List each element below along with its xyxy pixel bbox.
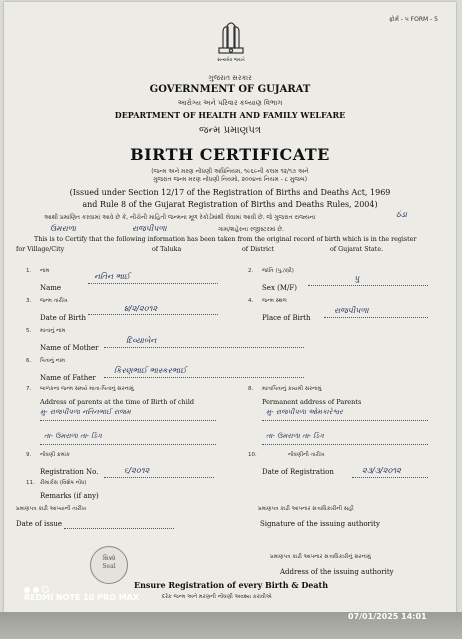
state-emblem-icon [208, 18, 254, 64]
field-no-1: 1. [26, 268, 32, 274]
authority-address-label-gujarati: પ્રમાણપત્ર કાઢી આપનાર સત્તાધિકારીનું સરનામું [270, 554, 371, 560]
dob-label-gujarati: જન્મ તારીખ [40, 298, 68, 304]
field-no-6: 6. [26, 358, 32, 364]
emblem-caption: સત્યમેવ જયતે [217, 58, 245, 63]
certify-english-district: of District [242, 246, 275, 253]
seal-label-gujarati: સિક્કો [102, 555, 116, 562]
sex-label-gujarati: જાતિ (પુ./સ્ત્રી) [262, 268, 294, 274]
addr-perm-value-1: મુ- રાજપીપળા ઓમકારેશ્વર [266, 408, 343, 416]
seal-placeholder [90, 546, 128, 584]
addr-perm-label-gujarati: માતાપિતાનું કાયમી સરનામું [262, 386, 322, 392]
field-no-10: 10. [248, 452, 257, 458]
certify-english: This is to Certify that the following information has been taken from the original record of birth which is in the register [34, 236, 417, 243]
signature-label-gujarati: પ્રમાણપત્ર કાઢી આપનાર સત્તાધિકારીની સહી [258, 506, 354, 512]
slogan-gujarati: દરેક જન્મ અને મરણની નોંધણી અવશ્ય કરાવીએ [162, 594, 272, 600]
reg-no-value: ૬/૨૦૧૨ [124, 466, 150, 475]
certify-english-state: of Gujarat State. [330, 246, 384, 253]
dob-value: ૪/૨/૨૦૧૨ [124, 304, 158, 313]
birth-certificate-page [4, 2, 456, 630]
datetime-watermark: 07/01/2025 14:01 [348, 612, 427, 621]
title-english: BIRTH CERTIFICATE [130, 145, 330, 164]
addr-birth-value-1: મુ- રાજપીપળા નતિનભાઈ રાજમ [40, 408, 131, 416]
field-no-8: 8. [248, 386, 254, 392]
reg-no-label-gujarati: નોંધણી ક્રમાંક [40, 452, 70, 458]
addr-birth-label-gujarati: બાળકના જન્મ સમયે માતા-પિતાનું સરનામું [40, 386, 134, 392]
field-no-5: 5. [26, 328, 32, 334]
title-gujarati: જન્મ પ્રમાણપત્ર [198, 125, 262, 136]
addr-birth-value-2: તા- ઉમરાળા તા- ડિંગ [44, 432, 102, 440]
sex-label: Sex (M/F) [262, 284, 297, 292]
issue-date-label: Date of issue [16, 520, 63, 528]
field-no-3: 3. [26, 298, 32, 304]
reg-date-value: ૨૩/૩/૨૦૧૨ [362, 466, 401, 475]
field-no-4: 4. [248, 298, 254, 304]
name-label-gujarati: નામ [40, 268, 50, 274]
pob-label-gujarati: જન્મ સ્થળ [262, 298, 287, 304]
reg-date-label-gujarati: નોંધણીની તારીખ [288, 452, 325, 458]
dept-name-gujarati: આરોગ્ય અને પરિવાર કલ્યાણ વિભાગ [177, 99, 283, 107]
addr-perm-value-2: તા- ઉમરાળા તા- ડિંગ [266, 432, 324, 440]
certify-gujarati: આથી પ્રમાણિત કરવામાં આવે છે કે, નીચેની માહિતી જન્મના મૂળ રેકોર્ડમાંથી લેવામાં આવી છે. જે ગુજરાત રાજ્યના [44, 214, 316, 221]
act-english-line1: (Issued under Section 12/17 of the Registration of Births and Deaths Act, 1969 [69, 188, 391, 197]
district-handwritten: રાજપીપળા [132, 224, 167, 233]
remarks-label: Remarks (if any) [40, 492, 99, 500]
gov-name-gujarati: ગુજરાત સરકાર [208, 74, 252, 82]
reg-date-label: Date of Registration [262, 468, 334, 476]
father-value: કિરણભાઈ ભાસ્કરભાઈ [114, 366, 187, 375]
certify-gujarati-tail: ગામ/શહેરના રજીસ્ટરમાં છે. [218, 226, 284, 233]
addr-birth-label: Address of parents at the time of Birth of child [40, 398, 195, 406]
field-no-11: 11. [26, 480, 35, 486]
signature-label: Signature of the issuing authority [260, 520, 380, 528]
gov-name-english: GOVERNMENT OF GUJARAT [149, 84, 311, 95]
sex-value: પુ [354, 274, 360, 283]
remarks-label-gujarati: રીમાર્કસ (વિશેષ નોંધ) [40, 480, 87, 486]
act-gujarati-line2: ગુજરાત જન્મ મરણ નોંધણી નિયમો, ૨૦૦૪ના નિયમ - ૮ મુજબ) [152, 176, 308, 183]
pob-value: રાજપીપળા [334, 306, 369, 315]
taluka-handwritten: ઉમરાળા [50, 224, 76, 233]
form-number: ફોર્મ - ૫ FORM - 5 [388, 16, 438, 23]
pob-label: Place of Birth [262, 314, 311, 322]
village-handwritten: ઠંડા [396, 210, 408, 219]
device-watermark: REDMI NOTE 10 PRO MAX [24, 593, 140, 602]
father-label-gujarati: પિતાનું નામ [40, 358, 65, 364]
field-no-2: 2. [248, 268, 254, 274]
field-no-7: 7. [26, 386, 32, 392]
father-label: Name of Father [40, 374, 96, 382]
mother-label-gujarati: માતાનું નામ [40, 328, 66, 334]
issue-date-label-gujarati: પ્રમાણપત્ર કાઢી આપ્યાની તારીખ [16, 506, 87, 512]
name-value: નતિન ભાઈ [94, 272, 131, 281]
name-label: Name [40, 284, 62, 292]
dob-label: Date of Birth [40, 314, 87, 322]
dept-name-english: DEPARTMENT OF HEALTH AND FAMILY WELFARE [114, 110, 346, 120]
field-no-9: 9. [26, 452, 32, 458]
reg-no-label: Registration No. [40, 468, 99, 476]
mother-label: Name of Mother [40, 344, 99, 352]
addr-perm-label: Permanent address of Parents [262, 398, 362, 406]
act-english-line2: and Rule 8 of the Gujarat Registration of Births and Deaths Rules, 2004) [82, 200, 378, 209]
mother-value: દિવ્યાબેન [126, 336, 157, 345]
seal-label: Seal [102, 563, 116, 570]
slogan-english: Ensure Registration of every Birth & Death [134, 580, 329, 590]
certify-english-taluka: of Taluka [152, 246, 182, 253]
act-gujarati-line1: (જન્મ અને મરણ નોંધણી અધિનિયમ, ૧૯૬૯ની કલમ ૧૨/૧૭ અને [151, 168, 309, 175]
authority-address-label: Address of the issuing authority [280, 568, 394, 576]
dot-outline-icon [42, 586, 49, 593]
certify-english-village: for Village/City [16, 246, 65, 253]
